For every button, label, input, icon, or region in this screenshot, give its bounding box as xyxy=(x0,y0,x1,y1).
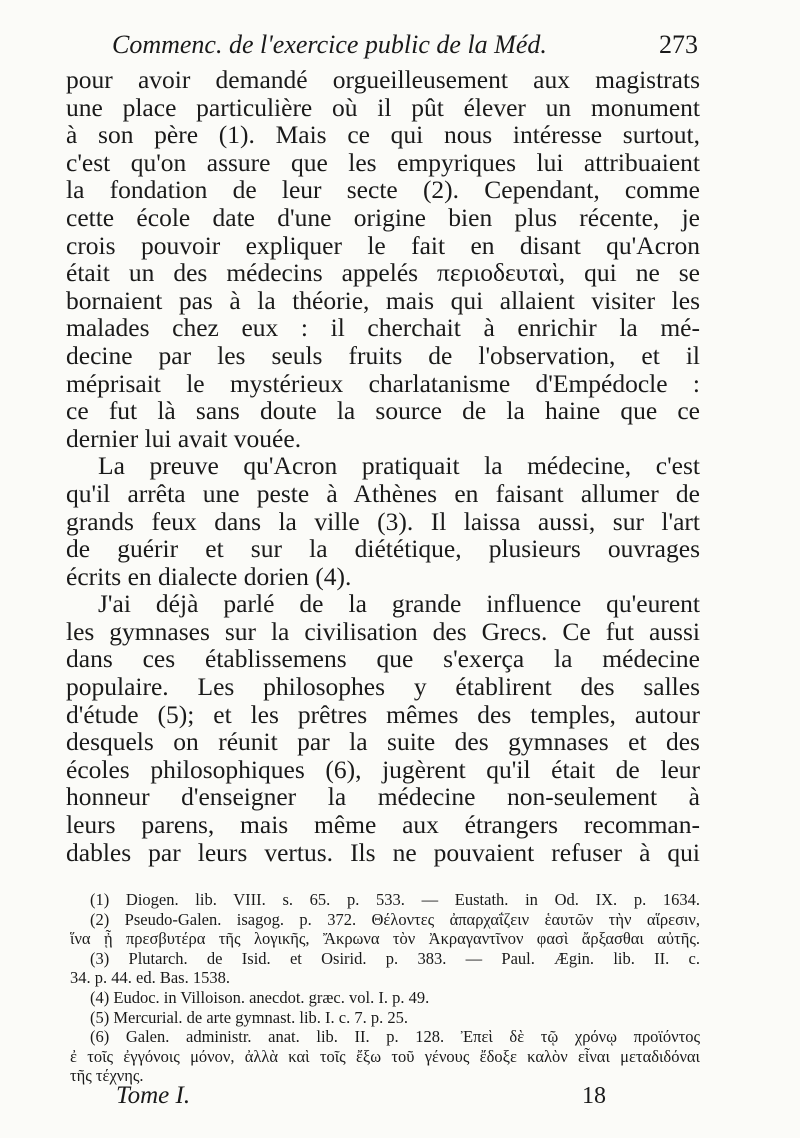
footnote: (1) Diogen. lib. VIII. s. 65. p. 533. — Eustath. in Od. IX. p. 1634. xyxy=(90,890,700,909)
text-line: à son père (1). Mais ce qui nous intéresse surtout, xyxy=(66,120,700,150)
text-line: c'est qu'on assure que les empyriques lui attribuaient xyxy=(66,147,700,177)
text-line: honneur d'enseigner la médecine non-seulement à xyxy=(66,782,700,812)
volume-label: Tome I. xyxy=(116,1082,191,1109)
text-line: une place particulière où il pût élever un monument xyxy=(66,92,700,122)
footnote: (3) Plutarch. de Isid. et Osirid. p. 383. — Paul. Ægin. lib. II. c. xyxy=(90,948,700,968)
footnotes xyxy=(70,890,700,1086)
footnote: (4) Eudoc. in Villoison. anecdot. græc. vol. I. p. 49. xyxy=(90,987,430,1007)
text-line: écoles philosophiques (6), jugèrent qu'il était de leur xyxy=(66,754,700,784)
footnote: (5) Mercurial. de arte gymnast. lib. I. c. 7. p. 25. xyxy=(90,1007,408,1027)
text-line: la fondation de leur secte (2). Cependant, comme xyxy=(66,175,700,205)
text-line: pour avoir demandé orgueilleusement aux magistrats xyxy=(66,65,700,94)
text-line: dables par leurs vertus. Ils ne pouvaient refuser à qui xyxy=(66,837,700,867)
running-head-title: Commenc. de l'exercice public de la Méd. xyxy=(112,30,547,59)
text-line: populaire. Les philosophes y établirent des salles xyxy=(66,672,700,702)
text-line: leurs parens, mais même aux étrangers recomman- xyxy=(66,810,700,840)
text-line: decine par les seuls fruits de l'observation, et il xyxy=(66,340,700,370)
text-line: écrits en dialecte dorien (4). xyxy=(66,561,352,591)
text-line: J'ai déjà parlé de la grande influence qu'eurent xyxy=(98,589,700,619)
text-line: cette école date d'une origine bien plus récente, je xyxy=(66,202,700,232)
text-line: malades chez eux : il cherchait à enrichir la mé- xyxy=(66,313,700,343)
footnote-continuation: 34. p. 44. ed. Bas. 1538. xyxy=(70,968,230,988)
footnote-continuation: ἵνα ᾖ πρεσβυτέρα τῆς λογικῆς, Ἄκρωνα τὸν Ἀκραγαντῖνον φασὶ ἄρξασθαι αὐτῆς. xyxy=(70,929,700,949)
footnote: (6) Galen. administr. anat. lib. II. p. 128. Ἐπεὶ δὲ τῷ χρόνῳ προϊόντος xyxy=(90,1027,700,1047)
text-line: les gymnases sur la civilisation des Grecs. Ce fut aussi xyxy=(66,616,700,646)
text-line: qu'il arrêta une peste à Athènes en faisant allumer de xyxy=(66,478,700,508)
footnote-continuation: τῆς τέχνης. xyxy=(70,1066,144,1086)
text-line: ce fut là sans doute la source de la haine que ce xyxy=(66,396,700,426)
text-line: était un des médecins appelés περιοδευταὶ, qui ne se xyxy=(66,258,700,288)
text-line: d'étude (5); et les prêtres mêmes des temples, autour xyxy=(66,699,700,729)
text-line: dernier lui avait vouée. xyxy=(66,423,302,453)
body-text xyxy=(66,66,700,866)
text-line: dans ces établissemens que s'exerça la médecine xyxy=(66,644,700,674)
signature-mark: 18 xyxy=(582,1083,606,1109)
text-line: grands feux dans la ville (3). Il laissa aussi, sur l'art xyxy=(66,506,700,536)
text-line: La preuve qu'Acron pratiquait la médecine, c'est xyxy=(98,451,700,481)
footnote-continuation: ἐ τοῖς ἐγγόνοις μόνον, ἀλλὰ καὶ τοῖς ἔξω τοῦ γένους ἔδοξε καλὸν εἶναι μεταδιδόναι xyxy=(70,1046,700,1066)
footnote: (2) Pseudo-Galen. isagog. p. 372. Θέλοντες ἀπαρχαΐζειν ἑαυτῶν τὴν αἵρεσιν, xyxy=(90,909,700,929)
text-line: de guérir et sur la diététique, plusieurs ouvrages xyxy=(66,534,700,564)
page-footer xyxy=(116,1082,606,1118)
text-line: crois pouvoir expliquer le fait en disant qu'Acron xyxy=(66,230,700,260)
text-line: desquels on réunit par la suite des gymnases et des xyxy=(66,727,700,757)
running-head xyxy=(112,30,698,66)
page-number: 273 xyxy=(659,30,698,59)
text-line: bornaient pas à la théorie, mais qui allaient visiter les xyxy=(66,285,700,315)
text-line: méprisait le mystérieux charlatanisme d'Empédocle : xyxy=(66,368,700,398)
